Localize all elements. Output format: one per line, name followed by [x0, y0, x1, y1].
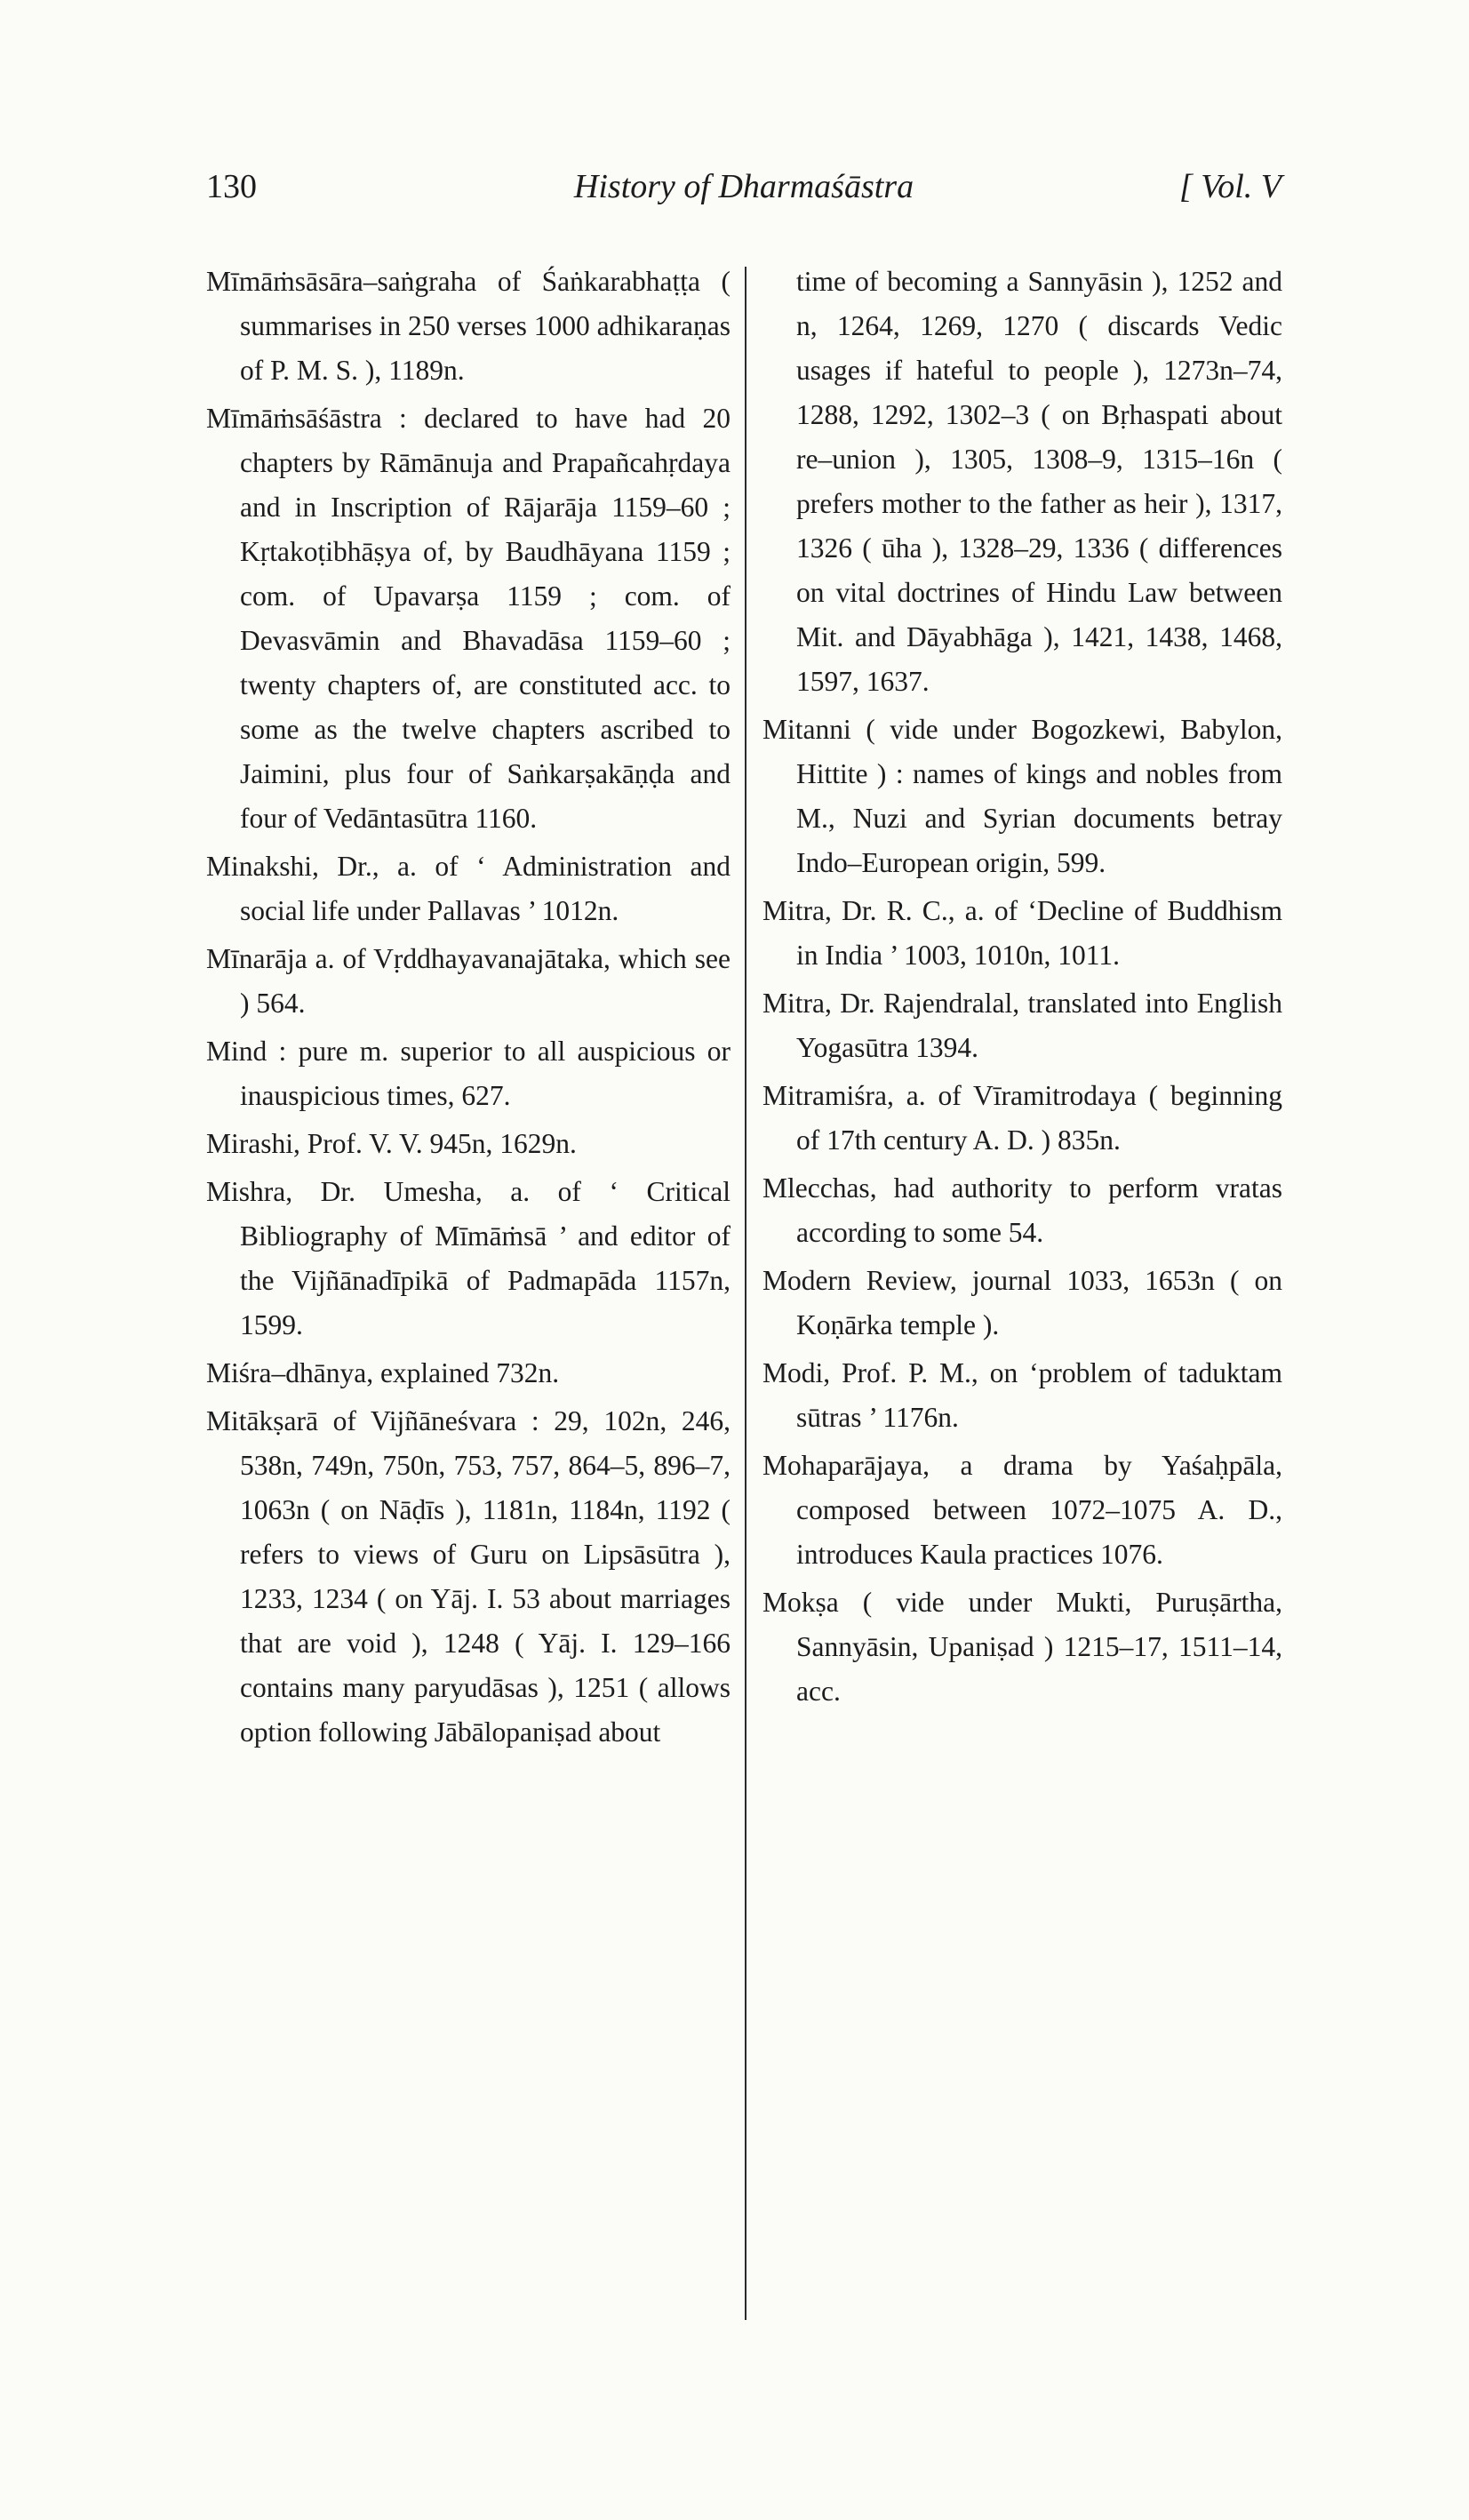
index-entry: Modi, Prof. P. M., on ‘problem of taduktam sūtras ’ 1176n.: [762, 1357, 1282, 1433]
right-index-column: [762, 260, 1282, 1717]
index-entry: Mitra, Dr. R. C., a. of ‘Decline of Buddhism in India ’ 1003, 1010n, 1011.: [762, 895, 1282, 971]
index-entry: Mishra, Dr. Umesha, a. of ‘ Critical Bibliography of Mīmāṁsā ’ and editor of the Vijñānadīpikā of Padmapāda 1157n, 1599.: [206, 1176, 731, 1340]
index-entry: Mīmāṁsāsāra–saṅgraha of Śaṅkarabhaṭṭa ( summarises in 250 verses 1000 adhikaraṇas of P. M. S. ), 1189n.: [206, 266, 731, 386]
index-entry: Mokṣa ( vide under Mukti, Puruṣārtha, Sannyāsin, Upaniṣad ) 1215–17, 1511–14, acc.: [762, 1587, 1282, 1707]
page-number: 130: [206, 168, 257, 205]
index-entry: Mitanni ( vide under Bogozkewi, Babylon, Hittite ) : names of kings and nobles from M., Nuzi and Syrian documents betray Indo–European origin, 599.: [762, 714, 1282, 878]
index-entry: Modern Review, journal 1033, 1653n ( on Koṇārka temple ).: [762, 1265, 1282, 1340]
index-entry: Mitra, Dr. Rajendralal, translated into English Yogasūtra 1394.: [762, 988, 1282, 1063]
volume-label: [ Vol. V: [1178, 168, 1281, 205]
index-entry: Mirashi, Prof. V. V. 945n, 1629n.: [206, 1128, 577, 1159]
index-entry: Minakshi, Dr., a. of ‘ Administration and social life under Pallavas ’ 1012n.: [206, 851, 731, 926]
index-entry: Miśra–dhānya, explained 732n.: [206, 1357, 560, 1388]
index-entry: Mitramiśra, a. of Vīramitrodaya ( beginning of 17th century A. D. ) 835n.: [762, 1080, 1282, 1156]
index-entry: Mohaparājaya, a drama by Yaśaḥpāla, composed between 1072–1075 A. D., introduces Kaula practices 1076.: [762, 1450, 1282, 1570]
index-entry: Mīnarāja a. of Vṛddhayavanajātaka, which see ) 564.: [206, 943, 731, 1019]
index-entry: Mitākṣarā of Vijñāneśvara : 29, 102n, 246, 538n, 749n, 750n, 753, 757, 864–5, 896–7, 1063n ( on Nāḍīs ), 1181n, 1184n, 1192 ( refers to views of Guru on Lipsāsūtra ), 1233, 1234 ( on Yāj. I. 53 about marriages that are void ), 1248 ( Yāj. I. 129–166 contains many paryudāsas ), 1251 ( allows option following Jābālopaniṣad about: [206, 1405, 731, 1748]
index-entry: Mlecchas, had authority to perform vratas according to some 54.: [762, 1172, 1282, 1248]
left-index-column: [206, 260, 731, 1758]
index-entry-continued: time of becoming a Sannyāsin ), 1252 and n, 1264, 1269, 1270 ( discards Vedic usages if hateful to people ), 1273n–74, 1288, 1292, 1302–3 ( on Bṛhaspati about re–union ), 1305, 1308–9, 1315–16n ( prefers mother to the father as heir ), 1317, 1326 ( ūha ), 1328–29, 1336 ( differences on vital doctrines of Hindu Law between Mit. and Dāyabhāga ), 1421, 1438, 1468, 1597, 1637.: [796, 266, 1282, 697]
index-entry: Mind : pure m. superior to all auspicious or inauspicious times, 627.: [206, 1036, 731, 1111]
running-title: History of Dharmaśāstra: [573, 168, 914, 205]
index-entry: Mīmāṁsāśāstra : declared to have had 20 chapters by Rāmānuja and Prapañcahṛdaya and in Inscription of Rājarāja 1159–60 ; Kṛtakoṭibhāṣya of, by Baudhāyana 1159 ; com. of Upavarṣa 1159 ; com. of Devasvāmin and Bhavadāsa 1159–60 ; twenty chapters of, are constituted acc. to some as the twelve chapters ascribed to Jaimini, plus four of Saṅkarṣakāṇḍa and four of Vedāntasūtra 1160.: [206, 403, 731, 834]
column-divider: [745, 267, 746, 2320]
running-header: [206, 167, 1281, 220]
